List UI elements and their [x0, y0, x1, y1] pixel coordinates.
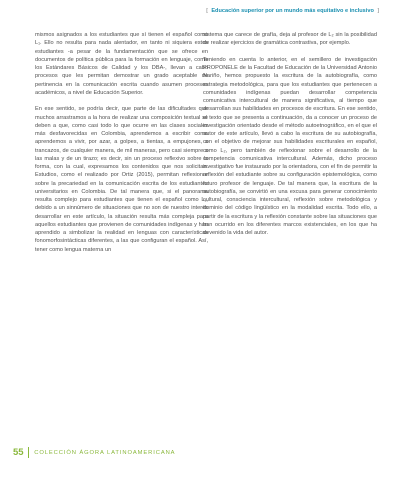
- left-paragraph-1: mismos asignados a los estudiantes que sí tienen el español como L₁. Ello no resulta para nada alentador, en tanto ni siquiera estos estudiantes ‑a pesar de la fundamentación que se ofrece en documentos de política pública para la formación en lenguaje, como los Estándares Básicos de Calidad y los DBA‑, llevan a cabo procesos que les permitan demostrar un grado aceptable de pertinencia en la comunicación escrita cuando asumen procesos académicos, a nivel de Educación Superior.: [35, 32, 208, 96]
- footer-divider: [28, 447, 29, 458]
- right-column: [203, 31, 377, 246]
- page-number: 55: [13, 447, 24, 458]
- left-paragraph-2: En ese sentido, se podría decir, que parte de las dificultades que muchos arrastramos a la hora de realizar una composición textual se deben a que, como casi todo lo que ocurre en las clases sociales más desfavorecidas en Colombia, aprendemos a escribir como aprendemos a vivir, por azar, a golpes, a tientas, a empujones, a trancazos, de cualquier manera, de mil maneras, pero casi siempre a las malas y de un tirazo; es decir, sin un proceso reflexivo sobre la forma, con la cual, expresamos los contenidos que nos solicitan. Estudios, como el realizado por Ortiz (2015), permitan reflexionar sobre la precariedad en la comunicación escrita de los estudiantes universitarios en Colombia. De tal manera que, si el panorama resulta complejo para estudiantes que tienen el español como L₁, debido a un sinnúmero de situaciones que no son de nuestro interés desarrollar en este artículo, la situación resulta más compleja para aquellos estudiantes que provienen de comunidades indígenas y han aprendido a simbolizar la realidad en lenguas con características fonomorfosintácticas diferentes, a las que configuran el español. Así, tener como lengua materna un: [35, 106, 208, 253]
- running-header-title: Educación superior por un mundo más equitativo e inclusivo: [211, 8, 374, 14]
- journal-name: COLECCIÓN ÁGORA LATINOAMERICANA: [34, 449, 176, 456]
- right-paragraph-2: Teniendo en cuenta lo anterior, en el semillero de investigación PROPONELE de la Facultad de Educación de la Universidad Antonio Nariño, hemos propuesto la escritura de la autobiografía, como estrategia metodológica, para que los estudiantes que pertenecen a comunidades indígenas puedan desarrollar competencia comunicativa intercultural de manera significativa, al tiempo que desarrollan sus habilidades en procesos de escritura. En ese sentido, el texto que se presenta a continuación, da a conocer un proceso de investigación orientado desde el método autoetnográfico, en el que el autor de este artículo, llevó a cabo la escritura de su autobiografía, con el objetivo de mejorar sus habilidades escriturales en español, como L₂, pero también de reflexionar sobre el desarrollo de la competencia comunicativa intercultural. Además, dicho proceso investigativo fue instaurado por la orientadora, con el fin de permitir la reflexión del estudiante sobre su configuración epistemológica, como futuro profesor de lenguaje. De tal manera que, la escritura de la autobiografía, se convirtió en una excusa para generar conocimiento cultural, consciencia intercultural, reflexión sobre metodológica y dominio del código lingüístico en la modalidad escrita. Todo ello, a partir de la escritura y la reflexión constante sobre las situaciones que han ocurrido en los diferentes marcos existenciales, en los que ha devenido la vida del autor.: [203, 56, 377, 236]
- header-bracket-open: [: [206, 8, 208, 14]
- running-header: [206, 8, 379, 14]
- page-footer: [13, 447, 175, 458]
- right-paragraph-1: sistema que carece de grafía, deja al profesor de L₂ sin la posibilidad de realizar ejercicios de gramática contrastiva, por ejemplo.: [203, 32, 377, 47]
- header-bracket-close: ]: [377, 8, 379, 14]
- left-column: [35, 31, 208, 262]
